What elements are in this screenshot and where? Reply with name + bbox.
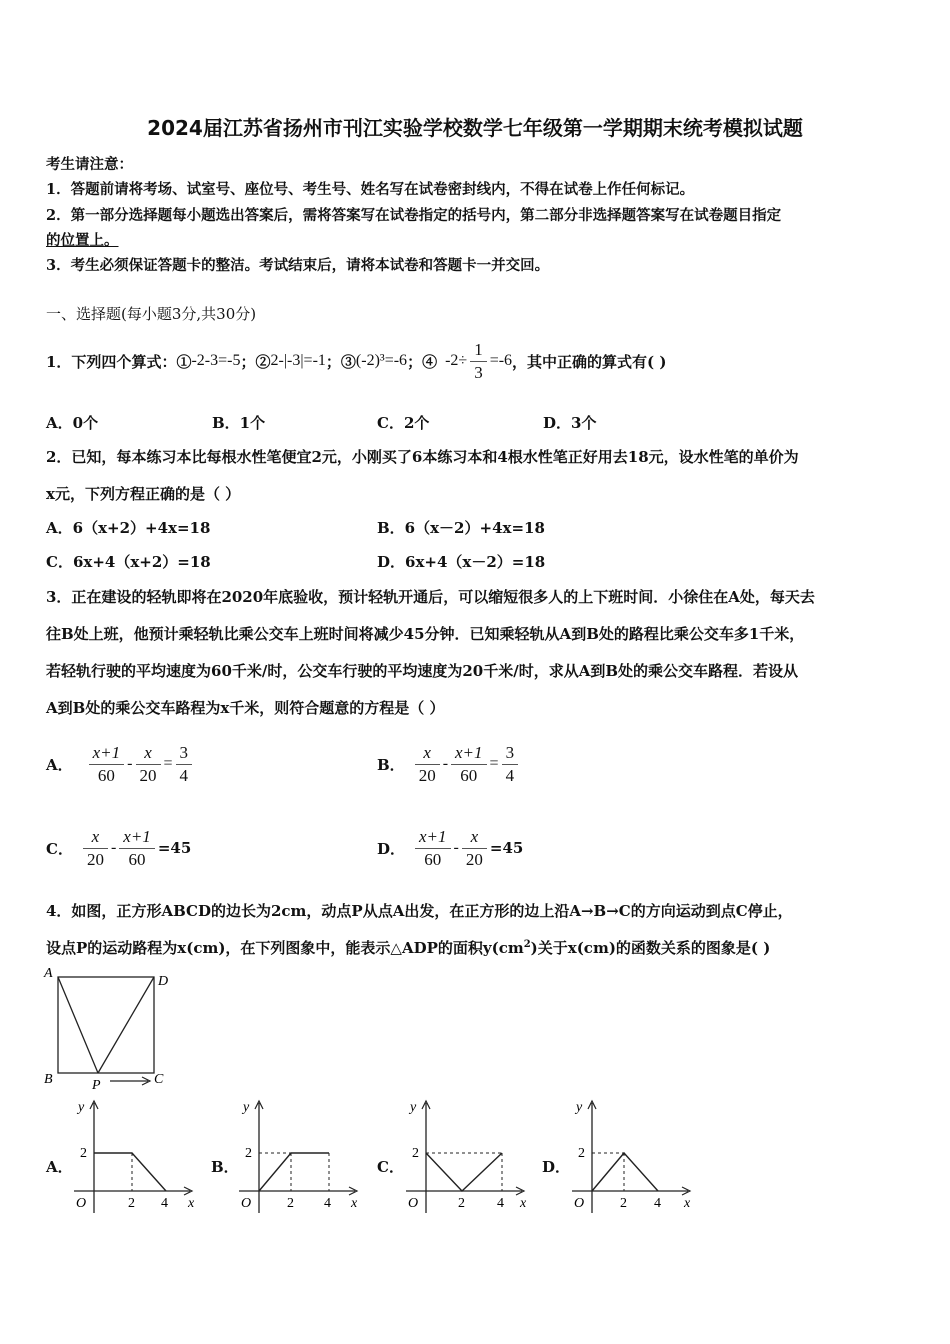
graph-c [400,1095,535,1217]
q3-b-frac-3 [502,742,519,786]
svg-text:y: y [576,1100,583,1115]
notice-item-2-cont: 的位置上。 [46,232,119,249]
q2-option-c: C．6x+4（x+2）=18 [46,553,211,571]
graph-a [68,1095,203,1217]
q3-d-frac-2 [462,826,487,870]
q3-c-label: C． [46,839,73,858]
notice-heading: 考生请注意： [46,156,133,173]
q4-line-2: 设点P的运动路程为x(cm)，在下列图象中，能表示△ADP的面积$y(cm^2)$关于x(cm)的函数关系的图象是( ) [46,939,771,957]
svg-text:2: 2 [245,1146,252,1161]
q3-line-4: A到B处的乘公交车路程为x千米，则符合题意的方程是（ ） [46,699,445,717]
q3-option-d [377,814,523,882]
denominator: 60 [89,764,125,786]
q1-option-c: C．2个 [377,414,430,432]
numerator: x [423,743,431,763]
denominator: 20 [462,848,487,870]
numerator: x [470,827,479,847]
svg-text:4: 4 [324,1196,331,1211]
numerator: x+1 [419,827,447,847]
numerator: x [91,827,100,847]
svg-text:O: O [408,1196,419,1211]
q2-option-b: B．6（x－2）+4x=18 [377,519,545,537]
denominator: 60 [119,848,155,870]
q2-line-1: 2．已知，每本练习本比每根水性笔便宜2元，小刚买了6本练习本和4根水性笔正好用去18元，设水性笔的单价为 [46,448,799,466]
graph-d [566,1095,701,1217]
q3-d-rhs: =45 [489,839,524,857]
denominator: 60 [451,764,487,786]
q3-d-frac-1 [415,826,451,870]
q1-sep-3: ；④ [407,352,438,371]
svg-text:2: 2 [458,1196,465,1211]
q1-option-d: D．3个 [543,414,597,432]
numerator: x+1 [123,827,151,847]
q3-a-frac-2 [136,742,161,786]
svg-text:2: 2 [128,1196,135,1211]
svg-text:O: O [574,1196,585,1211]
vertex-a: A [44,966,53,981]
q3-option-b [377,730,521,798]
svg-text:2: 2 [80,1146,87,1161]
q3-line-2: 往B处上班，他预计乘轻轨比乘公交车上班时间将减少45分钟．已知乘轻轨从A到B处的路程比乘公交车多1千米， [46,625,805,643]
denominator: 4 [502,764,519,786]
denominator: 20 [136,764,161,786]
q1-expr-2: 2-|-3|=-1 [270,352,326,369]
graph-label-b: B． [211,1158,239,1176]
vertex-c: C [154,1072,164,1087]
q3-d-label: D． [377,839,406,858]
svg-text:4: 4 [497,1196,504,1211]
graph-label-c: C． [377,1158,404,1176]
svg-text:4: 4 [654,1196,661,1211]
denominator: 4 [176,764,193,786]
q1-expr-4a: -2÷ [445,352,468,369]
q1-expr-1: -2-3=-5 [191,352,241,369]
q4-line-1: 4．如图，正方形ABCD的边长为2cm，动点P从点A出发，在正方形的边上沿A→B→C的方向运动到点C停止， [46,902,793,920]
svg-text:y: y [243,1100,250,1115]
q3-option-c [46,814,191,882]
q3-a-frac-1 [89,742,125,786]
q1-sep-2: ；③ [325,352,356,371]
q3-c-frac-1 [83,826,108,870]
svg-text:O: O [241,1196,252,1211]
notice-item-3: 3．考生必须保证答题卡的整洁。考试结束后，请将本试卷和答题卡一并交回。 [46,257,550,274]
q3-option-a [46,730,195,798]
q1-frac-den: 3 [470,361,487,383]
equals-sign: = [489,755,499,772]
svg-text:2: 2 [412,1146,419,1161]
graph-label-a: A． [46,1158,73,1176]
q2-line-2: x元，下列方程正确的是（ ） [46,485,241,503]
minus-sign: - [453,839,459,856]
point-p: P [92,1078,101,1090]
numerator: 3 [505,743,515,763]
svg-text:2: 2 [287,1196,294,1211]
svg-text:y: y [410,1100,417,1115]
numerator: x+1 [455,743,483,763]
svg-text:2: 2 [620,1196,627,1211]
denominator: 60 [415,848,451,870]
graph-b [233,1095,368,1217]
svg-text:x: x [684,1196,691,1211]
q3-line-3: 若轻轨行驶的平均速度为60千米/时，公交车行驶的平均速度为20千米/时，求从A到B处的乘公交车路程．若设从 [46,662,799,680]
q2-option-a: A．6（x+2）+4x=18 [46,519,211,537]
svg-text:O: O [76,1196,87,1211]
graph-label-d: D． [542,1158,571,1176]
section-heading: 一、选择题(每小题3分,共30分) [46,305,257,323]
q1-expr-4-fraction [470,339,487,383]
numerator: x+1 [92,743,121,763]
vertex-b: B [44,1072,53,1087]
numerator: x [144,743,152,763]
svg-text:y: y [78,1100,85,1115]
minus-sign: - [110,839,117,856]
svg-text:4: 4 [161,1196,168,1211]
q3-b-frac-1 [415,742,440,786]
minus-sign: - [127,755,133,772]
q3-a-label: A． [46,755,73,774]
square-figure [40,965,180,1090]
q1-frac-num: 1 [474,340,483,360]
q3-c-frac-2 [119,826,155,870]
q3-line-1: 3．正在建设的轻轨即将在2020年底验收，预计轻轨开通后，可以缩短很多人的上下班时间．小徐住在A处，每天去 [46,588,815,606]
denominator: 20 [83,848,108,870]
notice-item-1: 1．答题前请将考场、试室号、座位号、考生号、姓名写在试卷密封线内，不得在试卷上作任何标记。 [46,181,695,198]
q1-option-b: B．1个 [212,414,266,432]
q1-expr-4b: =-6 [489,352,513,369]
denominator: 20 [415,764,440,786]
q3-b-frac-2 [451,742,487,786]
q3-c-rhs: =45 [157,839,192,857]
notice-item-2: 2．第一部分选择题每小题选出答案后，需将答案写在试卷指定的括号内，第二部分非选择题答案写在试卷题目指定 [46,207,782,224]
q3-b-label: B． [377,755,405,774]
svg-text:x: x [351,1196,358,1211]
q3-a-frac-3 [176,742,193,786]
question-1 [46,340,666,382]
q1-tail: ，其中正确的算式有( ) [512,352,667,371]
svg-text:x: x [520,1196,527,1211]
vertex-d: D [158,974,169,989]
numerator: 3 [179,743,189,763]
q1-sep-1: ；② [240,352,271,371]
svg-text:x: x [188,1196,195,1211]
q1-lead: 1．下列四个算式：① [46,352,192,371]
equals-sign: = [163,755,173,772]
minus-sign: - [442,755,449,772]
q2-option-d: D．6x+4（x－2）=18 [377,553,546,571]
q1-expr-3: (-2)³=-6 [355,352,408,369]
svg-text:2: 2 [578,1146,585,1161]
q1-option-a: A．0个 [46,414,99,432]
page-title: 2024届江苏省扬州市刊江实验学校数学七年级第一学期期末统考模拟试题 [147,116,803,140]
